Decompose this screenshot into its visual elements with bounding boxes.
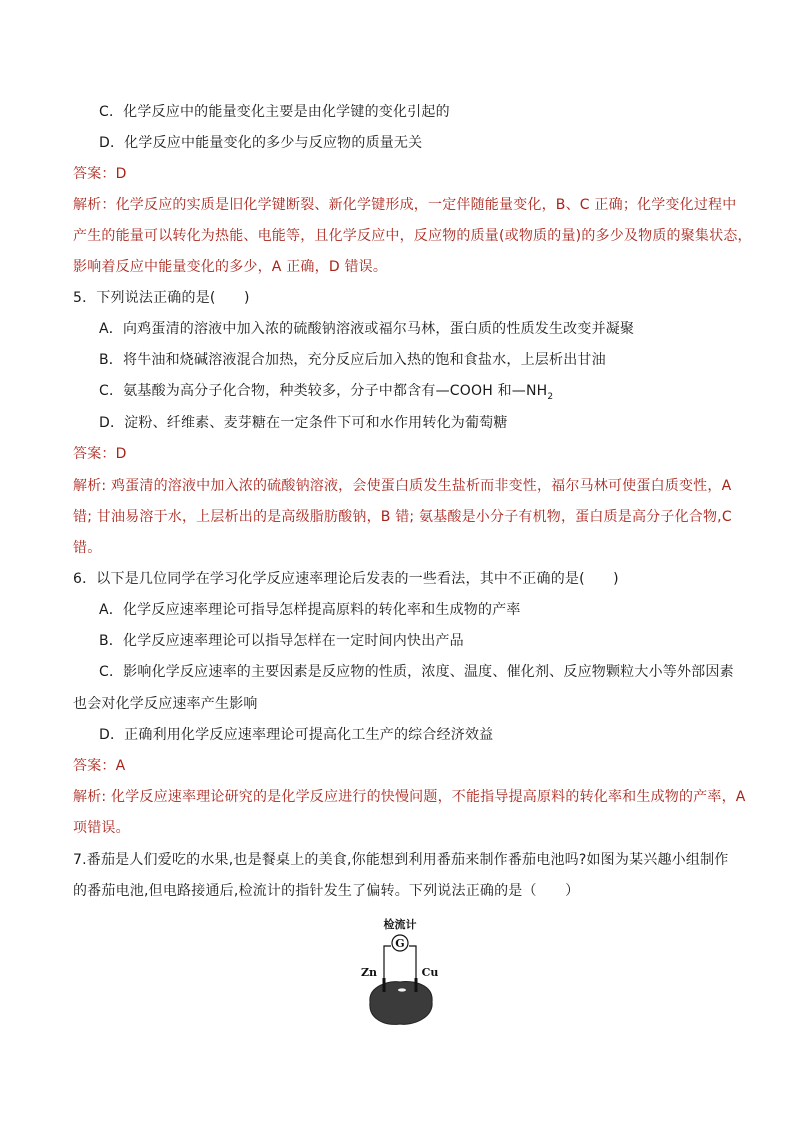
q7-stem-line-2: 的番茄电池,但电路接通后,检流计的指针发生了偏转。下列说法正确的是（ ） [73, 883, 580, 899]
q5-option-d: D．淀粉、纤维素、麦芽糖在一定条件下可和水作用转化为葡萄糖 [99, 415, 508, 431]
galvanometer-label: 检流计 [383, 918, 417, 931]
q5-analysis-line-2: 错; 甘油易溶于水，上层析出的是高级脂肪酸钠，B 错; 氨基酸是小分子有机物，蛋白质是高分子化合物,C [73, 509, 732, 525]
galvanometer-symbol: G [395, 937, 405, 950]
q5-option-b: B．将牛油和烧碱溶液混合加热，充分反应后加入热的饱和食盐水，上层析出甘油 [99, 352, 606, 368]
q5-stem: 5．下列说法正确的是( ) [73, 290, 250, 306]
q5-analysis-line-3: 错。 [73, 540, 102, 556]
q5-option-c-subscript: 2 [547, 391, 554, 402]
q4-analysis-line-3: 影响着反应中能量变化的多少，A 正确，D 错误。 [73, 259, 388, 275]
q6-option-b: B．化学反应速率理论可以指导怎样在一定时间内快出产品 [99, 633, 464, 649]
q4-option-c: C．化学反应中的能量变化主要是由化学键的变化引起的 [99, 104, 450, 120]
q6-option-a: A．化学反应速率理论可指导怎样提高原料的转化率和生成物的产率 [99, 602, 521, 618]
q5-option-a: A．向鸡蛋清的溶液中加入浓的硫酸钠溶液或福尔马林，蛋白质的性质发生改变并凝聚 [99, 321, 635, 337]
q6-analysis-line-2: 项错误。 [73, 820, 130, 836]
cu-electrode-label: Cu [421, 966, 439, 979]
tomato-stem-highlight [398, 988, 406, 991]
cu-electrode [415, 978, 418, 992]
q6-analysis-line-1: 解析: 化学反应速率理论研究的是化学反应进行的快慢问题，不能指导提高原料的转化率和生成物的产率，A [73, 789, 746, 805]
tomato-battery-figure [350, 916, 450, 1026]
q5-option-c [99, 381, 722, 407]
zn-electrode [383, 978, 386, 992]
q4-analysis-line-1: 解析：化学反应的实质是旧化学键断裂、新化学键形成，一定伴随能量变化，B、C 正确；化学变化过程中 [73, 197, 737, 213]
q4-answer: 答案：D [73, 166, 127, 182]
tomato-battery-diagram [350, 916, 450, 1026]
tomato-icon [370, 982, 432, 1025]
q6-option-c-line-1: C．影响化学反应速率的主要因素是反应物的性质，浓度、温度、催化剂、反应物颗粒大小等外部因素 [99, 664, 734, 680]
q4-option-d: D．化学反应中能量变化的多少与反应物的质量无关 [99, 135, 423, 151]
zn-electrode-label: Zn [360, 966, 378, 979]
q5-option-c-text: C．氨基酸为高分子化合物，种类较多，分子中都含有—COOH 和—NH [99, 383, 548, 399]
q7-stem-line-1: 7.番茄是人们爱吃的水果,也是餐桌上的美食,你能想到利用番茄来制作番茄电池吗?如图为某兴趣小组制作 [73, 852, 729, 868]
q6-stem: 6．以下是几位同学在学习化学反应速率理论后发表的一些看法，其中不正确的是( ) [73, 571, 619, 587]
q5-answer: 答案：D [73, 446, 127, 462]
q6-answer: 答案：A [73, 758, 126, 774]
q4-analysis-line-2: 产生的能量可以转化为热能、电能等，且化学反应中，反应物的质量(或物质的量)的多少及物质的聚集状态， [73, 228, 752, 244]
q6-option-c-line-2: 也会对化学反应速率产生影响 [73, 696, 258, 712]
q5-analysis-line-1: 解析: 鸡蛋清的溶液中加入浓的硫酸钠溶液，会使蛋白质发生盐析而非变性，福尔马林可使蛋白质变性，A [73, 478, 732, 494]
q6-option-d: D．正确利用化学反应速率理论可提高化工生产的综合经济效益 [99, 727, 494, 743]
